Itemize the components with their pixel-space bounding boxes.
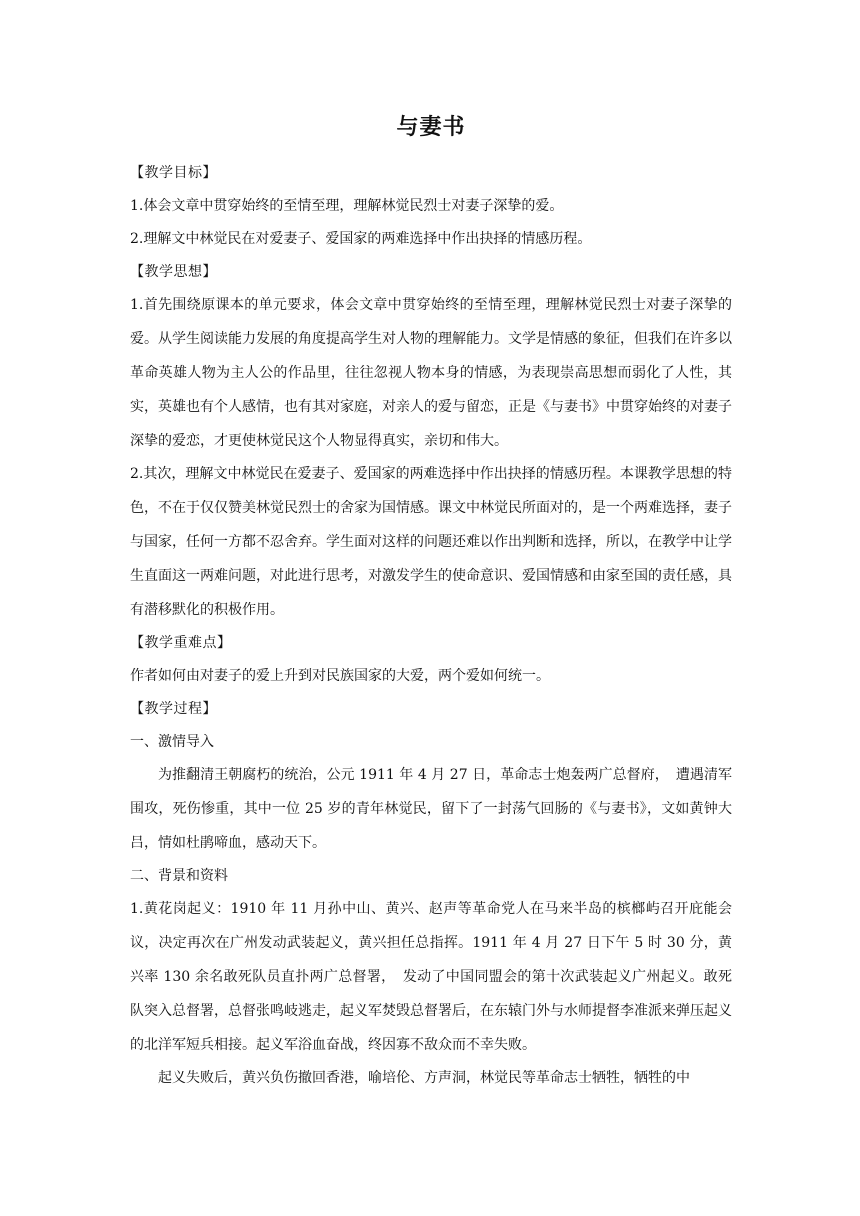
section-heading-thoughts: 【教学思想】	[130, 264, 217, 280]
intro-paragraph: 为推翻清王朝腐朽的统治，公元 1911 年 4 月 27 日，革命志士炮轰两广总督府， 遭遇清军围攻，死伤惨重，其中一位 25 岁的青年林觉民，留下了一封荡气回肠的《与妻书》，文如黄钟大吕，情如杜鹃啼血，感动天下。	[130, 767, 732, 851]
section-heading-keypoints: 【教学重难点】	[130, 635, 232, 651]
step-heading-intro: 一、激情导入	[130, 734, 214, 750]
keypoint-text: 作者如何由对妻子的爱上升到对民族国家的大爱，两个爱如何统一。	[130, 668, 550, 684]
goal-item-1: 1.体会文章中贯穿始终的至情至理，理解林觉民烈士对妻子深挚的爱。	[130, 198, 564, 214]
section-heading-process: 【教学过程】	[130, 701, 217, 717]
document-body	[130, 108, 732, 1100]
thought-paragraph-1: 1.首先围绕原课本的单元要求，体会文章中贯穿始终的至情至理，理解林觉民烈士对妻子深挚的爱。从学生阅读能力发展的角度提高学生对人物的理解能力。文学是情感的象征，但我们在许多以革命英雄人物为主人公的作品里，往往忽视人物本身的情感，为表现崇高思想而弱化了人性，其实，英雄也有个人感情，也有其对家庭，对亲人的爱与留恋，正是《与妻书》中贯穿始终的对妻子深挚的爱恋，才更使林觉民这个人物显得真实，亲切和伟大。	[130, 297, 732, 449]
section-heading-goals: 【教学目标】	[130, 165, 217, 181]
goal-item-2: 2.理解文中林觉民在对爱妻子、爱国家的两难选择中作出抉择的情感历程。	[130, 231, 592, 247]
background-paragraph-2: 起义失败后，黄兴负伤撤回香港，喻培伦、方声洞，林觉民等革命志士牺牲，牺牲的中	[158, 1070, 690, 1086]
document-title: 与妻书	[396, 115, 466, 140]
thought-paragraph-2: 2.其次，理解文中林觉民在爱妻子、爱国家的两难选择中作出抉择的情感历程。本课教学思想的特色，不在于仅仅赞美林觉民烈士的舍家为国情感。课文中林觉民所面对的，是一个两难选择，妻子与国家，任何一方都不忍舍弃。学生面对这样的问题还难以作出判断和选择，所以，在教学中让学生直面这一两难问题，对此进行思考，对激发学生的使命意识、爱国情感和由家至国的责任感，具有潜移默化的积极作用。	[130, 466, 732, 618]
background-paragraph-1: 1.黄花岗起义：1910 年 11 月孙中山、黄兴、赵声等革命党人在马来半岛的槟榔屿召开庇能会议，决定再次在广州发动武装起义，黄兴担任总指挥。1911 年 4 月 27 日下午 5 时 30 分，黄兴率 130 余名敢死队员直扑两广总督署， 发动了中国同盟会的第十次武装起义广州起义。敢死队突入总督署，总督张鸣岐逃走，起义军焚毁总督署后，在东辕门外与水师提督李准派来弹压起义的北洋军短兵相接。起义军浴血奋战，终因寡不敌众而不幸失败。	[130, 901, 732, 1053]
step-heading-background: 二、背景和资料	[130, 868, 228, 884]
